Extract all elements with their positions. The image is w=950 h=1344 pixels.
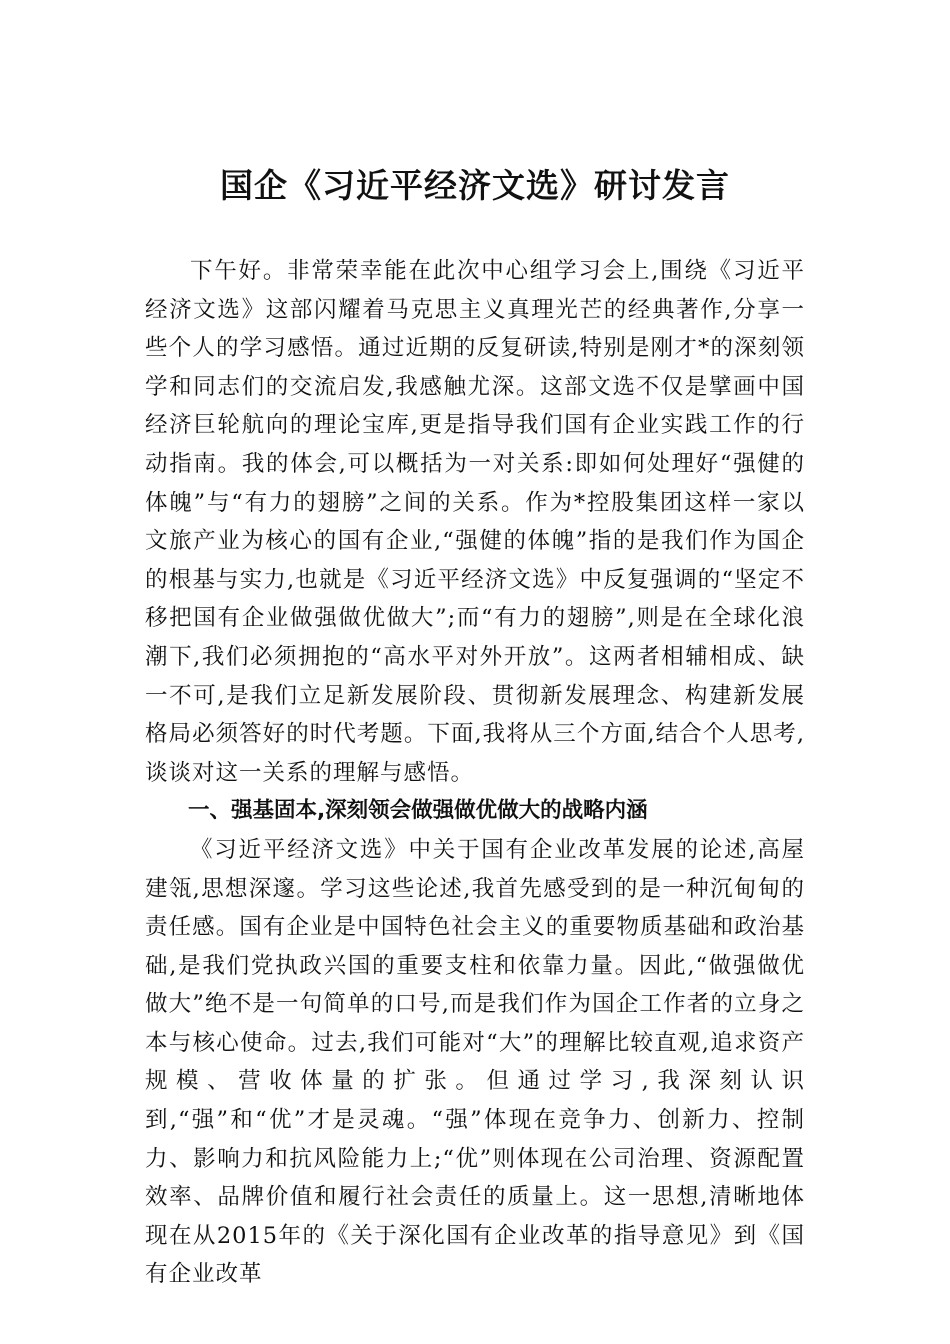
intro-paragraph: 下午好。非常荣幸能在此次中心组学习会上,围绕《习近平经济文选》这部闪耀着马克思主义真理光芒的经典著作,分享一些个人的学习感悟。通过近期的反复研读,特别是刚才*的深刻领学和同志们的交流启发,我感触尤深。这部文选不仅是擘画中国经济巨轮航向的理论宝库,更是指导我们国有企业实践工作的行动指南。我的体会,可以概括为一对关系:即如何处理好“强健的体魄”与“有力的翅膀”之间的关系。作为*控股集团这样一家以文旅产业为核心的国有企业,“强健的体魄”指的是我们作为国企的根基与实力,也就是《习近平经济文选》中反复强调的“坚定不移把国有企业做强做优做大”;而“有力的翅膀”,则是在全球化浪潮下,我们必须拥抱的“高水平对外开放”。这两者相辅相成、缺一不可,是我们立足新发展阶段、贯彻新发展理念、构建新发展格局必须答好的时代考题。下面,我将从三个方面,结合个人思考,谈谈对这一关系的理解与感悟。 <box>145 258 805 786</box>
section-heading: 一、强基固本,深刻领会做强做优做大的战略内涵 <box>188 798 648 824</box>
document-body <box>145 252 805 1294</box>
section-paragraph: 《习近平经济文选》中关于国有企业改革发展的论述,高屋建瓴,思想深邃。学习这些论述,我首先感受到的是一种沉甸甸的责任感。国有企业是中国特色社会主义的重要物质基础和政治基础,是我们党执政兴国的重要支柱和依靠力量。因此,“做强做优做大”绝不是一句简单的口号,而是我们作为国企工作者的立身之本与核心使命。过去,我们可能对“大”的理解比较直观,追求资产规模、营收体量的扩张。但通过学习,我深刻认识到,“强”和“优”才是灵魂。“强”体现在竞争力、创新力、控制力、影响力和抗风险能力上;“优”则体现在公司治理、资源配置效率、品牌价值和履行社会责任的质量上。这一思想,清晰地体现在从2015年的《关于深化国有企业改革的指导意见》到《国有企业改革 <box>145 836 805 1288</box>
document-title: 国企《习近平经济文选》研讨发言 <box>220 166 730 205</box>
